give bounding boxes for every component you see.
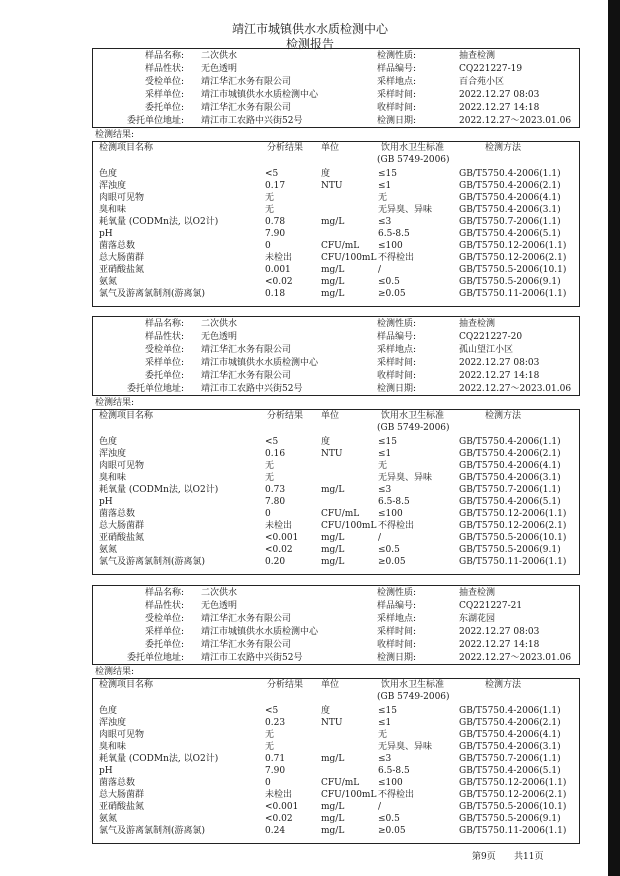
info-value: 靖江市工农路中兴街52号	[201, 116, 303, 126]
info-label: 样品编号:	[377, 64, 417, 74]
info-label: 样品性状:	[144, 601, 184, 611]
result-item-name: 肉眼可见物	[99, 461, 145, 471]
info-value: CQ221227-20	[459, 332, 523, 342]
info-value: 2022.12.27 08:03	[459, 358, 540, 368]
result-item-name: 耗氧量 (CODMn法, 以O2计)	[99, 754, 219, 764]
result-standard: 6.5-8.5	[378, 497, 410, 507]
col-header-standard: 饮用水卫生标准	[381, 143, 445, 153]
info-value: CQ221227-19	[459, 64, 523, 74]
result-standard: 无异臭、异味	[378, 473, 433, 483]
result-unit: mg/L	[321, 265, 345, 275]
result-value: 未检出	[265, 521, 293, 531]
result-method: GB/T5750.4-2006(1.1)	[459, 706, 561, 716]
info-row	[93, 331, 579, 343]
result-item-name: 浑浊度	[99, 181, 127, 191]
result-item-name: 肉眼可见物	[99, 193, 145, 203]
info-label: 委托单位:	[144, 640, 184, 650]
col-header-standard-ref: (GB 5749-2006)	[377, 692, 450, 702]
info-row	[93, 370, 579, 382]
info-value: 二次供水	[201, 319, 238, 329]
result-item-name: 氯气及游离氯制剂(游离氯)	[99, 289, 206, 299]
result-unit: NTU	[321, 718, 343, 728]
info-label: 检测性质:	[377, 588, 417, 598]
col-header-method: 检测方法	[485, 680, 522, 690]
result-standard: ≤15	[378, 169, 397, 179]
result-standard: 不得检出	[378, 521, 415, 531]
results-caption: 检测结果:	[95, 130, 135, 140]
info-label: 检测日期:	[377, 116, 417, 126]
info-row	[93, 383, 579, 395]
result-value: <0.02	[265, 814, 293, 824]
result-value: <0.001	[265, 802, 299, 812]
result-standard: ≤1	[378, 718, 392, 728]
result-value: 0.78	[265, 217, 286, 227]
result-value: 0.16	[265, 449, 286, 459]
result-method: GB/T5750.7-2006(1.1)	[459, 217, 561, 227]
info-value: 百合苑小区	[459, 77, 505, 87]
info-row	[93, 626, 579, 638]
info-value: 靖江华汇水务有限公司	[201, 371, 292, 381]
result-method: GB/T5750.7-2006(1.1)	[459, 485, 561, 495]
col-header-standard-ref: (GB 5749-2006)	[377, 423, 450, 433]
result-method: GB/T5750.4-2006(5.1)	[459, 229, 561, 239]
result-value: 无	[265, 461, 275, 471]
result-method: GB/T5750.12-2006(1.1)	[459, 509, 567, 519]
sample-info-box	[92, 48, 580, 128]
result-unit: mg/L	[321, 826, 345, 836]
results-table	[92, 678, 580, 844]
result-item-name: 亚硝酸盐氮	[99, 533, 145, 543]
col-header-item: 检测项目名称	[99, 411, 154, 421]
result-method: GB/T5750.11-2006(1.1)	[459, 826, 567, 836]
result-value: 无	[265, 742, 275, 752]
result-item-name: 菌落总数	[99, 778, 136, 788]
info-label: 采样单位:	[144, 358, 184, 368]
info-label: 检测日期:	[377, 653, 417, 663]
result-value: 7.90	[265, 229, 286, 239]
col-header-unit: 单位	[321, 411, 340, 421]
sample-block	[92, 316, 580, 575]
info-row	[93, 357, 579, 369]
info-value: 抽查检测	[459, 588, 496, 598]
result-value: 0	[265, 778, 271, 788]
result-unit: NTU	[321, 449, 343, 459]
col-header-result: 分析结果	[267, 411, 304, 421]
result-unit: CFU/100mL	[321, 521, 377, 531]
result-unit: mg/L	[321, 754, 345, 764]
info-label: 样品编号:	[377, 332, 417, 342]
info-label: 样品性状:	[144, 64, 184, 74]
result-standard: /	[378, 802, 382, 812]
info-row	[93, 587, 579, 599]
result-unit: mg/L	[321, 277, 345, 287]
result-value: 7.80	[265, 497, 286, 507]
result-value: 0.001	[265, 265, 291, 275]
result-method: GB/T5750.12-2006(2.1)	[459, 790, 567, 800]
info-value: 二次供水	[201, 588, 238, 598]
info-value: 无色透明	[201, 64, 238, 74]
result-unit: NTU	[321, 181, 343, 191]
result-standard: 无	[378, 730, 388, 740]
info-label: 采样单位:	[144, 90, 184, 100]
info-value: 2022.12.27 14:18	[459, 371, 540, 381]
result-value: 0.73	[265, 485, 286, 495]
result-value: 无	[265, 205, 275, 215]
result-method: GB/T5750.4-2006(2.1)	[459, 718, 561, 728]
info-label: 检测日期:	[377, 384, 417, 394]
result-method: GB/T5750.4-2006(4.1)	[459, 730, 561, 740]
result-standard: ≥0.05	[378, 289, 406, 299]
info-value: 2022.12.27 14:18	[459, 103, 540, 113]
col-header-item: 检测项目名称	[99, 143, 154, 153]
result-item-name: 总大肠菌群	[99, 521, 145, 531]
result-item-name: 菌落总数	[99, 241, 136, 251]
result-item-name: 亚硝酸盐氮	[99, 802, 145, 812]
report-title: 靖江市城镇供水水质检测中心	[231, 22, 388, 36]
result-method: GB/T5750.4-2006(1.1)	[459, 437, 561, 447]
info-value: 靖江市工农路中兴街52号	[201, 384, 303, 394]
info-value: 靖江市城镇供水水质检测中心	[201, 627, 319, 637]
info-label: 采样时间:	[377, 627, 417, 637]
result-standard: ≤15	[378, 706, 397, 716]
result-unit: CFU/mL	[321, 241, 360, 251]
result-unit: 度	[321, 169, 331, 179]
info-value: 孤山望江小区	[459, 345, 514, 355]
result-value: 0.18	[265, 289, 286, 299]
col-header-item: 检测项目名称	[99, 680, 154, 690]
info-value: 靖江市城镇供水水质检测中心	[201, 90, 319, 100]
result-item-name: 亚硝酸盐氮	[99, 265, 145, 275]
result-unit: mg/L	[321, 557, 345, 567]
result-standard: 无异臭、异味	[378, 742, 433, 752]
info-row	[93, 613, 579, 625]
result-standard: ≤3	[378, 217, 392, 227]
report-subtitle: 检测报告	[285, 37, 334, 51]
result-value: <5	[265, 169, 279, 179]
info-value: 二次供水	[201, 51, 238, 61]
result-standard: 无异臭、异味	[378, 205, 433, 215]
result-item-name: 色度	[99, 437, 118, 447]
info-label: 采样地点:	[377, 614, 417, 624]
result-method: GB/T5750.12-2006(1.1)	[459, 778, 567, 788]
result-value: 7.90	[265, 766, 286, 776]
result-method: GB/T5750.5-2006(9.1)	[459, 277, 561, 287]
result-method: GB/T5750.12-2006(2.1)	[459, 521, 567, 531]
info-label: 采样时间:	[377, 358, 417, 368]
info-label: 委托单位地址:	[126, 653, 184, 663]
result-unit: mg/L	[321, 289, 345, 299]
info-label: 委托单位:	[144, 103, 184, 113]
result-unit: mg/L	[321, 217, 345, 227]
result-value: 未检出	[265, 790, 293, 800]
info-value: 靖江华汇水务有限公司	[201, 640, 292, 650]
info-value: 2022.12.27～2023.01.06	[459, 384, 572, 394]
result-unit: CFU/mL	[321, 509, 360, 519]
result-value: 未检出	[265, 253, 293, 263]
result-method: GB/T5750.5-2006(10.1)	[459, 265, 567, 275]
info-value: 靖江市工农路中兴街52号	[201, 653, 303, 663]
result-item-name: 浑浊度	[99, 449, 127, 459]
col-header-method: 检测方法	[485, 143, 522, 153]
info-label: 采样地点:	[377, 77, 417, 87]
result-standard: ≥0.05	[378, 826, 406, 836]
result-value: <5	[265, 706, 279, 716]
result-item-name: pH	[99, 229, 113, 239]
result-standard: ≤0.5	[378, 545, 400, 555]
info-row	[93, 600, 579, 612]
info-label: 检测性质:	[377, 51, 417, 61]
result-value: 无	[265, 473, 275, 483]
info-label: 受检单位:	[144, 345, 184, 355]
result-unit: CFU/100mL	[321, 253, 377, 263]
result-item-name: 氨氮	[99, 277, 118, 287]
result-unit: 度	[321, 706, 331, 716]
info-label: 样品编号:	[377, 601, 417, 611]
result-method: GB/T5750.5-2006(9.1)	[459, 545, 561, 555]
result-unit: 度	[321, 437, 331, 447]
info-value: 无色透明	[201, 601, 238, 611]
result-item-name: 总大肠菌群	[99, 253, 145, 263]
result-item-name: 臭和味	[99, 742, 127, 752]
info-value: 无色透明	[201, 332, 238, 342]
result-value: 无	[265, 193, 275, 203]
result-method: GB/T5750.7-2006(1.1)	[459, 754, 561, 764]
result-item-name: 氨氮	[99, 545, 118, 555]
result-standard: ≤0.5	[378, 277, 400, 287]
result-item-name: 耗氧量 (CODMn法, 以O2计)	[99, 217, 219, 227]
info-label: 采样地点:	[377, 345, 417, 355]
results-table	[92, 409, 580, 575]
result-unit: mg/L	[321, 814, 345, 824]
result-value: 0.17	[265, 181, 286, 191]
info-label: 样品名称:	[144, 588, 184, 598]
info-row	[93, 102, 579, 114]
result-value: <5	[265, 437, 279, 447]
result-method: GB/T5750.4-2006(2.1)	[459, 181, 561, 191]
result-standard: 不得检出	[378, 790, 415, 800]
col-header-standard: 饮用水卫生标准	[381, 680, 445, 690]
result-standard: ≤3	[378, 485, 392, 495]
result-value: 0.71	[265, 754, 286, 764]
info-value: 靖江华汇水务有限公司	[201, 103, 292, 113]
result-method: GB/T5750.12-2006(1.1)	[459, 241, 567, 251]
result-standard: /	[378, 265, 382, 275]
info-label: 采样单位:	[144, 627, 184, 637]
result-method: GB/T5750.4-2006(3.1)	[459, 473, 561, 483]
info-label: 检测性质:	[377, 319, 417, 329]
info-label: 采样时间:	[377, 90, 417, 100]
info-label: 受检单位:	[144, 77, 184, 87]
result-value: <0.02	[265, 277, 293, 287]
result-standard: 6.5-8.5	[378, 229, 410, 239]
results-caption: 检测结果:	[95, 398, 135, 408]
info-value: 2022.12.27～2023.01.06	[459, 116, 572, 126]
col-header-result: 分析结果	[267, 143, 304, 153]
result-standard: 无	[378, 193, 388, 203]
result-value: 0.24	[265, 826, 286, 836]
info-value: 靖江华汇水务有限公司	[201, 614, 292, 624]
result-standard: ≤100	[378, 509, 403, 519]
col-header-standard: 饮用水卫生标准	[381, 411, 445, 421]
info-label: 样品名称:	[144, 51, 184, 61]
result-item-name: 耗氧量 (CODMn法, 以O2计)	[99, 485, 219, 495]
result-method: GB/T5750.4-2006(4.1)	[459, 193, 561, 203]
result-item-name: 氨氮	[99, 814, 118, 824]
result-value: <0.02	[265, 545, 293, 555]
result-unit: mg/L	[321, 533, 345, 543]
sample-info-box	[92, 585, 580, 665]
col-header-result: 分析结果	[267, 680, 304, 690]
result-method: GB/T5750.4-2006(5.1)	[459, 497, 561, 507]
info-value: 靖江华汇水务有限公司	[201, 345, 292, 355]
result-method: GB/T5750.5-2006(10.1)	[459, 802, 567, 812]
info-row	[93, 344, 579, 356]
info-value: CQ221227-21	[459, 601, 523, 611]
result-item-name: pH	[99, 766, 113, 776]
result-standard: 不得检出	[378, 253, 415, 263]
result-item-name: 氯气及游离氯制剂(游离氯)	[99, 557, 206, 567]
sample-block	[92, 585, 580, 844]
results-table	[92, 141, 580, 307]
info-value: 2022.12.27 14:18	[459, 640, 540, 650]
result-item-name: 色度	[99, 169, 118, 179]
result-standard: ≤15	[378, 437, 397, 447]
info-value: 2022.12.27～2023.01.06	[459, 653, 572, 663]
info-row	[93, 115, 579, 127]
result-item-name: 肉眼可见物	[99, 730, 145, 740]
result-value: 0	[265, 241, 271, 251]
info-label: 委托单位地址:	[126, 116, 184, 126]
info-label: 委托单位:	[144, 371, 184, 381]
result-value: 无	[265, 730, 275, 740]
results-caption: 检测结果:	[95, 667, 135, 677]
result-value: <0.001	[265, 533, 299, 543]
info-value: 抽查检测	[459, 51, 496, 61]
result-item-name: 总大肠菌群	[99, 790, 145, 800]
result-value: 0.20	[265, 557, 286, 567]
result-unit: mg/L	[321, 545, 345, 555]
result-unit: CFU/100mL	[321, 790, 377, 800]
result-item-name: 氯气及游离氯制剂(游离氯)	[99, 826, 206, 836]
result-standard: ≤1	[378, 449, 392, 459]
col-header-unit: 单位	[321, 680, 340, 690]
info-row	[93, 652, 579, 664]
result-standard: ≤0.5	[378, 814, 400, 824]
result-item-name: 浑浊度	[99, 718, 127, 728]
result-method: GB/T5750.4-2006(4.1)	[459, 461, 561, 471]
result-unit: mg/L	[321, 485, 345, 495]
info-value: 东湖花园	[459, 614, 496, 624]
result-method: GB/T5750.5-2006(10.1)	[459, 533, 567, 543]
info-label: 收样时间:	[377, 371, 417, 381]
result-standard: ≥0.05	[378, 557, 406, 567]
result-standard: 无	[378, 461, 388, 471]
info-label: 收样时间:	[377, 640, 417, 650]
info-row	[93, 50, 579, 62]
result-item-name: 色度	[99, 706, 118, 716]
result-standard: /	[378, 533, 382, 543]
info-value: 2022.12.27 08:03	[459, 90, 540, 100]
info-label: 受检单位:	[144, 614, 184, 624]
result-method: GB/T5750.4-2006(2.1)	[459, 449, 561, 459]
info-label: 委托单位地址:	[126, 384, 184, 394]
scan-edge	[608, 0, 620, 876]
result-value: 0.23	[265, 718, 286, 728]
result-item-name: pH	[99, 497, 113, 507]
col-header-standard-ref: (GB 5749-2006)	[377, 155, 450, 165]
result-method: GB/T5750.11-2006(1.1)	[459, 289, 567, 299]
info-row	[93, 318, 579, 330]
result-standard: ≤1	[378, 181, 392, 191]
info-value: 抽查检测	[459, 319, 496, 329]
info-label: 样品名称:	[144, 319, 184, 329]
result-standard: ≤3	[378, 754, 392, 764]
result-item-name: 菌落总数	[99, 509, 136, 519]
result-standard: ≤100	[378, 241, 403, 251]
info-row	[93, 63, 579, 75]
info-row	[93, 639, 579, 651]
result-method: GB/T5750.12-2006(2.1)	[459, 253, 567, 263]
result-unit: CFU/mL	[321, 778, 360, 788]
result-method: GB/T5750.11-2006(1.1)	[459, 557, 567, 567]
info-value: 2022.12.27 08:03	[459, 627, 540, 637]
result-value: 0	[265, 509, 271, 519]
result-standard: 6.5-8.5	[378, 766, 410, 776]
col-header-unit: 单位	[321, 143, 340, 153]
info-row	[93, 76, 579, 88]
sample-block	[92, 48, 580, 307]
info-row	[93, 89, 579, 101]
page-total: 共11页	[514, 852, 544, 862]
result-unit: mg/L	[321, 802, 345, 812]
page-number: 第9页	[472, 852, 496, 862]
result-standard: ≤100	[378, 778, 403, 788]
result-method: GB/T5750.4-2006(3.1)	[459, 742, 561, 752]
col-header-method: 检测方法	[485, 411, 522, 421]
info-label: 样品性状:	[144, 332, 184, 342]
result-method: GB/T5750.4-2006(1.1)	[459, 169, 561, 179]
sample-info-box	[92, 316, 580, 396]
result-method: GB/T5750.5-2006(9.1)	[459, 814, 561, 824]
result-method: GB/T5750.4-2006(3.1)	[459, 205, 561, 215]
info-value: 靖江市城镇供水水质检测中心	[201, 358, 319, 368]
info-value: 靖江华汇水务有限公司	[201, 77, 292, 87]
result-item-name: 臭和味	[99, 205, 127, 215]
info-label: 收样时间:	[377, 103, 417, 113]
result-item-name: 臭和味	[99, 473, 127, 483]
result-method: GB/T5750.4-2006(5.1)	[459, 766, 561, 776]
